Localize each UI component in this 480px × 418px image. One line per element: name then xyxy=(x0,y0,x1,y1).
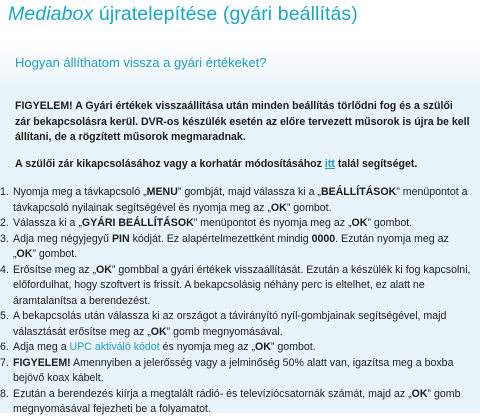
step-text: ” gombot. xyxy=(286,201,332,214)
step-text: ” gombot. xyxy=(270,341,316,353)
step-text: . Ezután nyomja meg az „ xyxy=(13,232,449,260)
step-text: ” gomb megnyomásával fejezheti be a folyamatot. xyxy=(13,387,461,415)
warning-paragraph: FIGYELEM! A Gyári értékek visszaállítása után minden beállítás törlődni fog és a szülői zár bekapcsolásra kerül. DVR-os készülék esetén az előre tervezett műsorok is újra be kell állítani, de a rögzített műsorok megmaradnak. xyxy=(15,100,470,143)
step-text: kódját. Ez alapértelmezettként mindig xyxy=(129,232,312,245)
step-number: 6. xyxy=(0,341,9,353)
step-text: ” gombot. xyxy=(32,248,78,260)
step-emphasis: OK xyxy=(150,325,167,338)
steps-list xyxy=(0,185,472,418)
step-text: Ezután a berendezés kiírja a megtalált rádió- és televíziócsatornák számát, majd az „ xyxy=(13,387,412,400)
step-item xyxy=(0,232,472,263)
step-item xyxy=(0,216,472,232)
step-emphasis: OK xyxy=(270,201,287,214)
step-emphasis: 0000 xyxy=(311,232,336,245)
parental-lock-note xyxy=(15,157,470,172)
step-text: Adja meg négyjegyű xyxy=(13,232,112,245)
step-emphasis: GYÁRI BEÁLLÍTÁSOK xyxy=(81,217,194,229)
activation-code-link[interactable]: UPC aktiváló kódot xyxy=(69,341,160,353)
step-item xyxy=(0,340,472,356)
step-emphasis: OK xyxy=(96,263,112,276)
step-item xyxy=(0,263,472,310)
step-number: 1. xyxy=(0,186,9,198)
step-text: ” menüpontot és nyomja meg az „ xyxy=(193,217,352,229)
page-title-rest: újratelepítése (gyári beállítás) xyxy=(93,3,358,25)
step-emphasis: FIGYELEM! xyxy=(13,356,71,369)
step-text: Nyomja meg a távkapcsoló „ xyxy=(13,186,147,198)
step-item xyxy=(0,185,472,216)
page-title-brand: Mediabox xyxy=(8,3,94,25)
step-text: Amennyiben a jelerősség vagy a jelminőség 50% alatt van, igazítsa meg a boxba bejövő koax kábelt. xyxy=(13,356,454,384)
step-text: ” gombját, majd válassza ki a „ xyxy=(177,186,321,198)
step-number: 8. xyxy=(0,387,9,400)
page-title xyxy=(8,3,358,26)
step-number: 3. xyxy=(0,232,9,245)
step-emphasis: OK xyxy=(411,387,428,400)
step-text: ” gombot. xyxy=(367,217,413,229)
parental-help-link[interactable]: itt xyxy=(324,158,335,170)
step-emphasis: OK xyxy=(255,341,271,353)
step-text: ” gombbal a gyári értékek visszaállítását. Ezután a készülék ki fog kapcsolni, előfordulhat, hogy szoftvert is frissít. A bekapcsolásig néhány perc is eltelhet, ez alatt ne áramtalanítsa a berendezést. xyxy=(13,263,471,307)
parental-note-text-after: talál segítséget. xyxy=(334,158,418,170)
step-text: Válassza ki a „ xyxy=(13,217,82,229)
step-emphasis: OK xyxy=(16,248,33,260)
step-emphasis: MENU xyxy=(146,186,178,198)
step-number: 2. xyxy=(0,217,9,229)
step-text: ” gomb megnyomásával. xyxy=(166,325,283,338)
step-text: ” menüpontot a távkapcsoló nyilainak segítségével és nyomja meg az „ xyxy=(13,186,468,214)
parental-note-text-before: A szülői zár kikapcsolásához vagy a korhatár módosításához xyxy=(15,158,325,170)
step-emphasis: OK xyxy=(351,217,368,229)
step-emphasis: BEÁLLÍTÁSOK xyxy=(320,186,397,198)
step-text: és nyomja meg az „ xyxy=(159,341,256,353)
step-emphasis: PIN xyxy=(111,232,130,245)
step-text: Adja meg a xyxy=(13,341,70,353)
step-text: A bekapcsolás után válassza ki az országot a távirányító nyíl-gombjainak segítségével, majd választását erősítse meg az „ xyxy=(13,310,447,338)
step-number: 5. xyxy=(0,310,9,322)
step-number: 7. xyxy=(0,356,9,369)
step-item xyxy=(0,309,472,340)
step-number: 4. xyxy=(0,263,9,276)
faq-question: Hogyan állíthatom vissza a gyári értékeket? xyxy=(15,55,267,70)
step-item xyxy=(0,356,472,387)
step-text: Erősítse meg az „ xyxy=(13,263,97,276)
